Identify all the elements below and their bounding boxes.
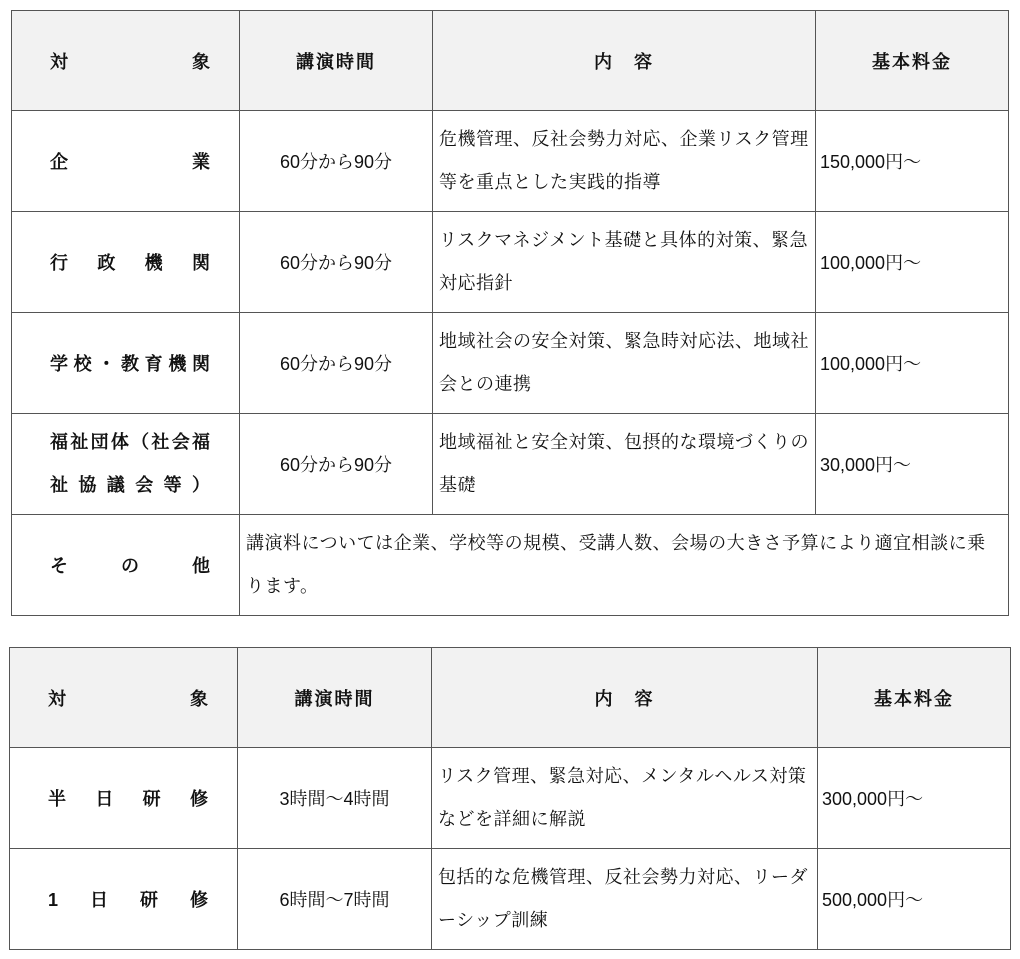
row-target: 行政機関 <box>12 212 240 313</box>
row-fee: 30,000円〜 <box>816 414 1009 515</box>
header-fee: 基本料金 <box>816 11 1009 111</box>
row-content: 地域社会の安全対策、緊急時対応法、地域社会との連携 <box>433 313 816 414</box>
table-row <box>10 748 1011 849</box>
header-time: 講演時間 <box>240 11 433 111</box>
row-fee: 300,000円〜 <box>818 748 1011 849</box>
lecture-fee-table <box>11 10 1009 616</box>
row-content: 危機管理、反社会勢力対応、企業リスク管理等を重点とした実践的指導 <box>433 111 816 212</box>
header-row <box>12 11 1009 111</box>
row-fee: 500,000円〜 <box>818 849 1011 950</box>
row-content: リスクマネジメント基礎と具体的対策、緊急対応指針 <box>433 212 816 313</box>
row-content: リスク管理、緊急対応、メンタルヘルス対策などを詳細に解説 <box>432 748 818 849</box>
row-target: 福祉団体（社会福祉協議会等） <box>12 414 240 515</box>
row-time: 60分から90分 <box>240 212 433 313</box>
row-content: 地域福祉と安全対策、包摂的な環境づくりの基礎 <box>433 414 816 515</box>
row-fee: 100,000円〜 <box>816 313 1009 414</box>
header-fee: 基本料金 <box>818 648 1011 748</box>
row-fee: 100,000円〜 <box>816 212 1009 313</box>
row-target: 学校・教育機関 <box>12 313 240 414</box>
row-time: 6時間〜7時間 <box>238 849 432 950</box>
row-time: 60分から90分 <box>240 313 433 414</box>
header-row <box>10 648 1011 748</box>
row-content: 講演料については企業、学校等の規模、受講人数、会場の大きさ予算により適宜相談に乗ります。 <box>240 515 1009 616</box>
header-target: 対 象 <box>12 11 240 111</box>
row-content: 包括的な危機管理、反社会勢力対応、リーダーシップ訓練 <box>432 849 818 950</box>
header-time: 講演時間 <box>238 648 432 748</box>
table-row <box>12 212 1009 313</box>
header-target: 対 象 <box>10 648 238 748</box>
row-target: そ の 他 <box>12 515 240 616</box>
training-fee-table <box>9 647 1011 950</box>
header-content: 内 容 <box>433 11 816 111</box>
row-time: 60分から90分 <box>240 414 433 515</box>
table-row <box>12 111 1009 212</box>
row-fee: 150,000円〜 <box>816 111 1009 212</box>
table-row-other <box>12 515 1009 616</box>
table-row <box>12 414 1009 515</box>
row-target: 半日研修 <box>10 748 238 849</box>
table-row <box>10 849 1011 950</box>
header-content: 内 容 <box>432 648 818 748</box>
row-time: 60分から90分 <box>240 111 433 212</box>
row-target: 1日研修 <box>10 849 238 950</box>
row-target: 企 業 <box>12 111 240 212</box>
table-row <box>12 313 1009 414</box>
row-time: 3時間〜4時間 <box>238 748 432 849</box>
